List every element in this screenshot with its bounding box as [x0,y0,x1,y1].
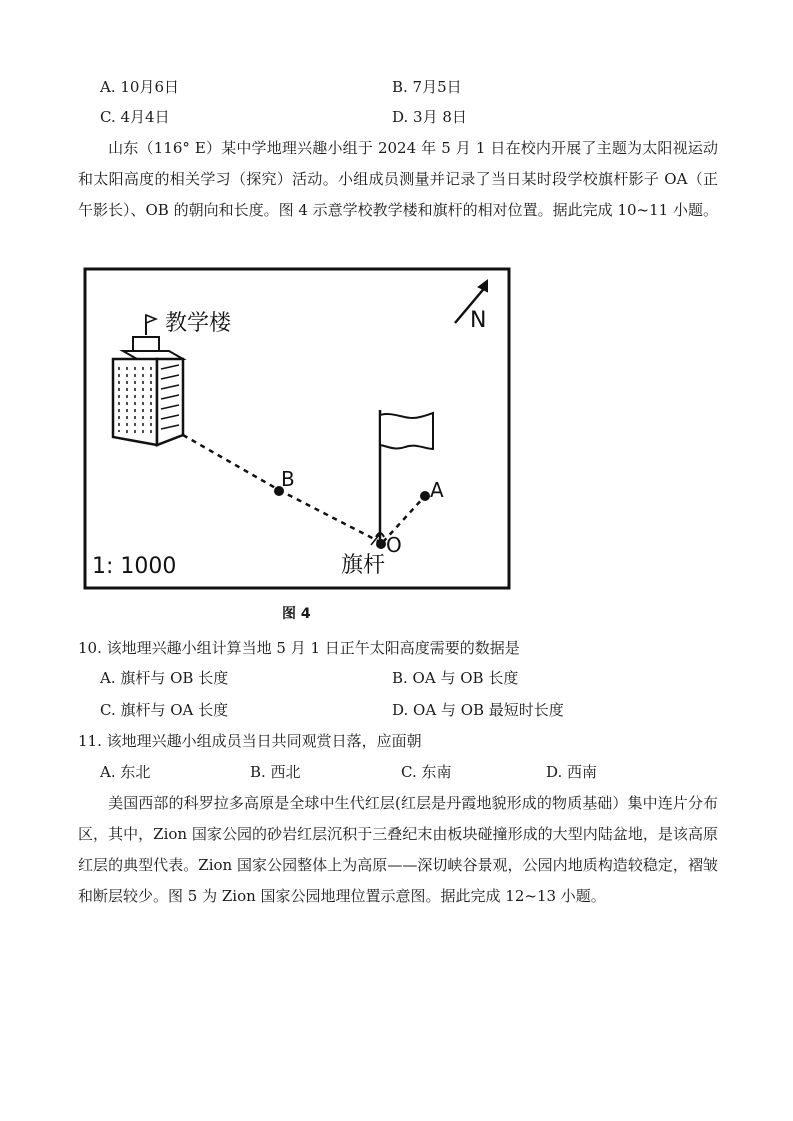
flagpole-label: 旗杆 [341,553,386,578]
intro-paragraph-10-11 [78,133,718,226]
figure-4-caption: 图 4 [282,606,311,622]
point-a-label: A [430,478,444,502]
q10-option-d: D. OA 与 OB 最短时长度 [392,701,564,719]
q10-option-a: A. 旗杆与 OB 长度 [100,669,229,687]
q9-option-d: D. 3月 8日 [392,108,467,126]
intro-paragraph-12-13 [78,788,718,912]
north-label: N [470,308,487,333]
q11-option-d: D. 西南 [546,763,598,781]
point-o-label: O [386,533,402,557]
figure-4-diagram [83,267,511,590]
point-b-label: B [281,467,295,491]
q11-stem: 11. 该地理兴趣小组成员当日共同观赏日落，应面朝 [78,732,422,750]
q10-option-b: B. OA 与 OB 长度 [392,669,519,687]
q9-option-a: A. 10月6日 [100,78,179,96]
intro-text-10-11: 山东（116° E）某中学地理兴趣小组于 2024 年 5 月 1 日在校内开展了主题为太阳视运动和太阳高度的相关学习（探究）活动。小组成员测量并记录了当日某时段学校旗杆影子 OA（正午影长）、OB 的朝向和长度。图 4 示意学校教学楼和旗杆的相对位置。据此完成 10~11 小题。 [78,139,718,219]
point-o-marker [376,539,386,549]
building-label: 教学楼 [165,311,232,336]
q9-option-b: B. 7月5日 [392,78,462,96]
q9-option-c: C. 4月4日 [100,108,170,126]
q10-option-c: C. 旗杆与 OA 长度 [100,701,229,719]
scale-label: 1: 1000 [92,554,177,579]
q11-option-a: A. 东北 [100,763,151,781]
intro-text-12-13: 美国西部的科罗拉多高原是全球中生代红层(红层是丹霞地貌形成的物质基础）集中连片分布区，其中，Zion 国家公园的砂岩红层沉积于三叠纪末由板块碰撞形成的大型内陆盆地，是该高原红层的典型代表。Zion 国家公园整体上为高原——深切峡谷景观，公园内地质构造较稳定，褶皱和断层较少。图 5 为 Zion 国家公园地理位置示意图。据此完成 12~13 小题。 [78,794,718,905]
q11-option-c: C. 东南 [401,763,452,781]
point-a-marker [420,491,430,501]
q10-stem: 10. 该地理兴趣小组计算当地 5 月 1 日正午太阳高度需要的数据是 [78,639,520,657]
q11-option-b: B. 西北 [250,763,301,781]
